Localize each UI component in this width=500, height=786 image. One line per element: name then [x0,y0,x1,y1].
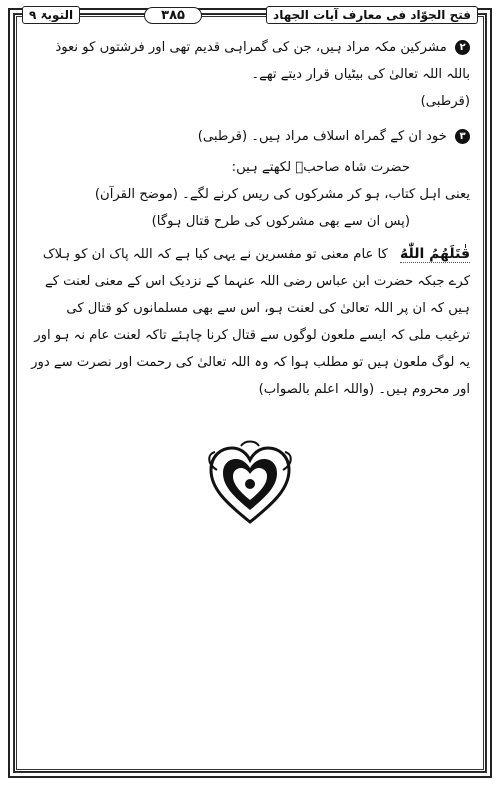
qatalahum-paragraph [30,241,470,403]
shah-sahib-intro: حضرت شاہ صاحبؒ لکھتے ہیں: [231,160,410,175]
page-header [22,2,478,28]
heart-ornament-icon [205,440,295,530]
item-3-text: خود ان کے گمراہ اسلاف مراد ہیں۔ (قرطبی) [197,129,447,144]
page-body [30,34,470,403]
page-number: ۳۸۵ [144,7,202,24]
quranic-phrase: قٰتَلَهُمُ اللّٰهُ [400,246,470,262]
item-2-reference: (قرطبی) [420,94,470,109]
paragraph-item-2 [30,34,470,88]
qatalahum-text: کا عام معنی تو مفسرین نے یہی کیا ہے کہ اللہ پاک ان کو ہلاک کرے جبکہ حضرت ابن عباس رضی اللہ عنہما کے نزدیک اس کے معنی لعنت کے ہیں کہ ان پر اللہ تعالیٰ کی لعنت ہو، اس سے بھی مسلمانوں کو قتال کی ترغیب ملی کہ ایسے ملعون لوگوں سے قتال کرنا چاہئے تاکہ لعنت عام نہ ہو اور یہ لوگ ملعون ہیں تو مطلب ہوا کہ وہ اللہ تعالیٰ کی رحمت اور نصرت سے دور اور محروم ہیں۔ (واللہ اعلم بالصواب) [31,247,470,397]
shah-sahib-quote-line-1: یعنی اہل کتاب، ہو کر مشرکوں کی ریس کرنے لگے۔ (موضح القرآن) [94,187,470,202]
item-2-text: مشرکین مکہ مراد ہیں، جن کی گمراہی قدیم تھی اور فرشتوں کو نعوذ باللہ اللہ تعالیٰ کی بیٹیاں قرار دیتے تھے۔ [55,40,470,82]
paragraph-item-3 [30,123,470,150]
shah-sahib-quote-line-2: (پس ان سے بھی مشرکوں کی طرح قتال ہوگا) [151,214,410,229]
book-title: فتح الجوّاد فی معارف آیات الجهاد [266,6,478,24]
number-badge: ۲ [455,40,470,55]
number-badge: ۳ [455,129,470,144]
surah-label: التوبۃ ۹ [22,6,80,24]
